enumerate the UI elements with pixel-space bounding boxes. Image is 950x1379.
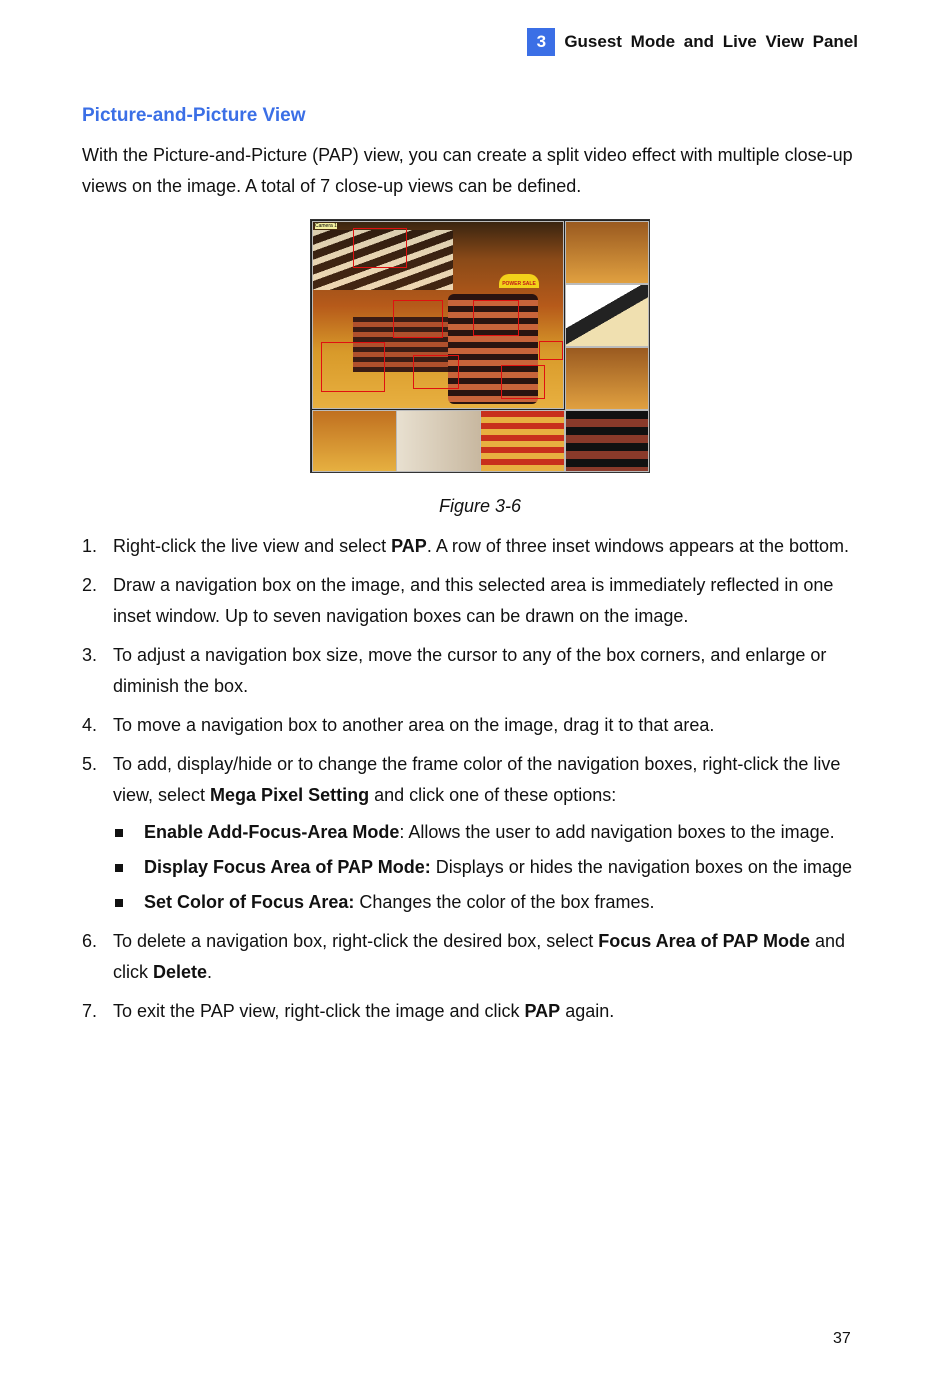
step-bold: PAP xyxy=(391,536,427,556)
step-bold: Focus Area of PAP Mode xyxy=(598,931,810,951)
step-text: . xyxy=(207,962,213,982)
page-number: 37 xyxy=(833,1330,851,1347)
option-item xyxy=(113,817,862,848)
step-number: 2. xyxy=(82,575,98,595)
camera-label: Camera 1 xyxy=(315,223,337,229)
step-text: and click one of these options: xyxy=(369,785,617,805)
step-item xyxy=(82,749,862,918)
inset-window-2 xyxy=(565,284,649,347)
navigation-box xyxy=(353,228,407,268)
step-number: 1. xyxy=(82,536,98,556)
steps-list xyxy=(82,531,862,1035)
main-live-view xyxy=(312,221,564,409)
step-number: 3. xyxy=(82,645,98,665)
step-text: To move a navigation box to another area on the image, drag it to that area. xyxy=(113,715,715,735)
option-name: Display Focus Area of PAP Mode: xyxy=(144,857,431,877)
bullet-square-icon xyxy=(115,829,123,837)
step-text: To add, display/hide or to change the frame color of the navigation boxes, right-click the live view, select xyxy=(113,754,841,805)
step-item xyxy=(82,926,862,988)
step-text: . A row of three inset windows appears at the bottom. xyxy=(426,536,850,556)
navigation-box xyxy=(393,300,443,338)
option-desc: : Allows the user to add navigation boxes to the image. xyxy=(399,822,835,842)
pap-view-figure xyxy=(310,219,650,473)
step-item xyxy=(82,996,862,1027)
step-item xyxy=(82,570,862,632)
option-desc: Displays or hides the navigation boxes on the image xyxy=(430,857,852,877)
chapter-title: Gusest Mode and Live View Panel xyxy=(564,32,858,51)
bullet-square-icon xyxy=(115,899,123,907)
step-number: 6. xyxy=(82,931,98,951)
options-list xyxy=(113,817,862,918)
step-number: 5. xyxy=(82,754,98,774)
step-item xyxy=(82,640,862,702)
inset-window-4 xyxy=(312,410,397,472)
option-item xyxy=(113,852,862,883)
navigation-box xyxy=(501,365,545,399)
inset-window-7 xyxy=(565,410,649,472)
step-text: Right-click the live view and select xyxy=(113,536,392,556)
option-item xyxy=(113,887,862,918)
navigation-box xyxy=(413,355,459,389)
step-number: 7. xyxy=(82,1001,98,1021)
step-text: and click xyxy=(113,931,846,982)
power-sale-sign: POWER SALE xyxy=(499,274,539,288)
inset-window-6 xyxy=(480,410,565,472)
navigation-box xyxy=(473,300,519,336)
step-bold: Delete xyxy=(153,962,208,982)
intro-paragraph: With the Picture-and-Picture (PAP) view, you can create a split video effect with multiple close-up views on the image. A total of 7 close-up views can be defined. xyxy=(82,145,853,196)
bullet-square-icon xyxy=(115,864,123,872)
option-name: Set Color of Focus Area: xyxy=(144,892,355,912)
option-name: Enable Add-Focus-Area Mode xyxy=(144,822,400,842)
step-text: To delete a navigation box, right-click the desired box, select xyxy=(113,931,599,951)
figure-caption: Figure 3-6 xyxy=(438,496,522,516)
step-text: again. xyxy=(560,1001,615,1021)
step-text: To exit the PAP view, right-click the image and click xyxy=(113,1001,525,1021)
step-text: To adjust a navigation box size, move the cursor to any of the box corners, and enlarge or diminish the box. xyxy=(113,645,827,696)
option-desc: Changes the color of the box frames. xyxy=(354,892,655,912)
inset-window-1 xyxy=(565,221,649,284)
step-item xyxy=(82,710,862,741)
navigation-box xyxy=(321,342,385,392)
step-text: Draw a navigation box on the image, and this selected area is immediately reflected in one inset window. Up to seven navigation boxes can be drawn on the image. xyxy=(113,575,834,626)
inset-window-5 xyxy=(396,410,481,472)
section-title: Picture-and-Picture View xyxy=(82,105,306,126)
step-bold: Mega Pixel Setting xyxy=(210,785,370,805)
inset-window-3 xyxy=(565,347,649,410)
step-item xyxy=(82,531,862,562)
step-number: 4. xyxy=(82,715,98,735)
chapter-header xyxy=(527,28,858,56)
chapter-number-badge: 3 xyxy=(527,28,555,56)
step-bold: PAP xyxy=(524,1001,561,1021)
navigation-box xyxy=(539,341,563,360)
